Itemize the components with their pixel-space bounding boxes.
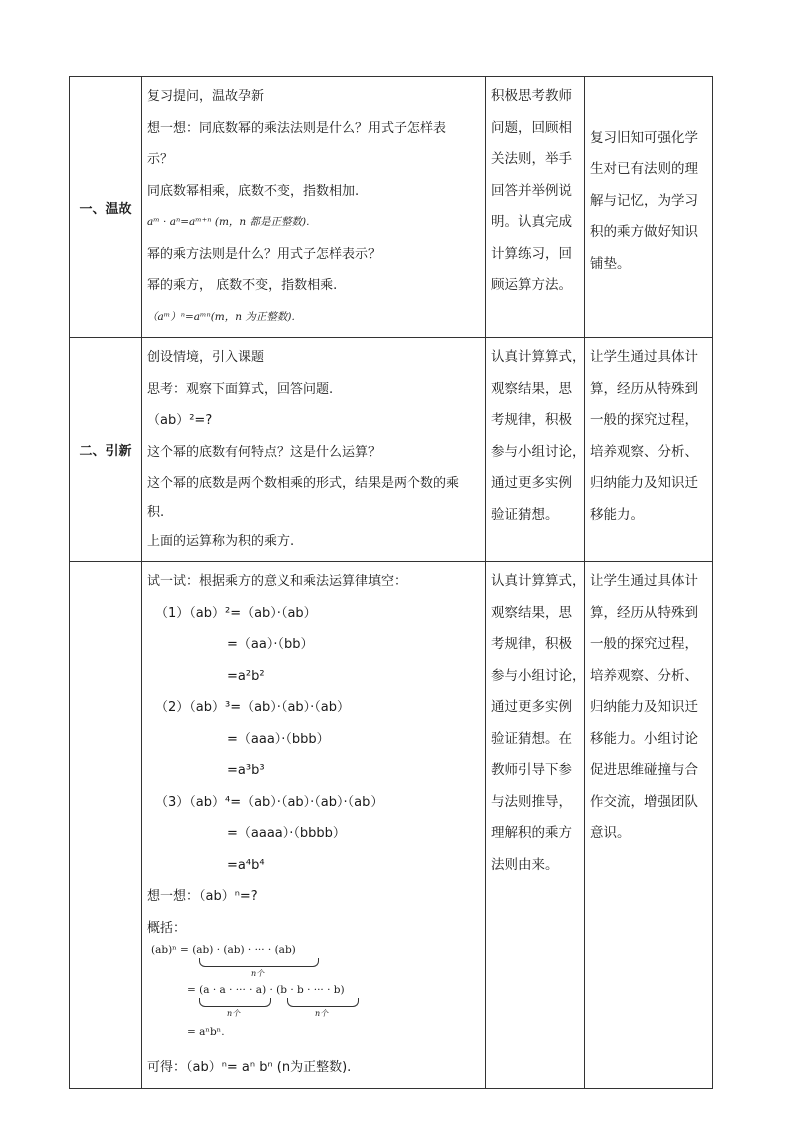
brace-note: n个 <box>315 1009 329 1018</box>
purpose-line: 一般的探究过程， <box>590 412 698 428</box>
formula-line: aᵐ · aⁿ=aᵐ⁺ⁿ (m，n 都是正整数). <box>147 216 310 228</box>
formula-line: （aᵐ）ⁿ=aᵐⁿ(m，n 为正整数). <box>147 310 295 323</box>
content-line: 幂的乘方， 底数不变，指数相乘. <box>147 278 338 293</box>
purpose-line: 让学生通过具体计 <box>590 349 698 365</box>
purpose-line: 解与记忆，为学习 <box>590 192 698 209</box>
content-cell <box>142 562 486 1089</box>
purpose-line: 作交流，增强团队 <box>590 793 698 810</box>
content-line: 积. <box>147 504 165 520</box>
derivation-line-2: = (a · a · ··· · a) · (b · b · ··· · b) <box>187 984 345 996</box>
student-line: 观察结果，思 <box>491 380 572 397</box>
student-line: 认真计算算式， <box>491 349 586 365</box>
content-line: （2）（ab）³=（ab）·（ab）·（ab） <box>155 700 351 715</box>
content-line: 上面的运算称为积的乘方. <box>147 533 295 549</box>
content-line: =a³b³ <box>227 763 265 778</box>
student-line: 积极思考教师 <box>491 88 572 104</box>
table-row <box>70 562 713 1089</box>
purpose-line: 生对已有法则的理 <box>590 161 698 177</box>
stage-label <box>70 562 142 1089</box>
purpose-line: 移能力。小组讨论 <box>590 730 698 747</box>
content-line: （ab）²=? <box>147 413 213 428</box>
student-line: 通过更多实例 <box>491 699 572 715</box>
purpose-line: 归纳能力及知识迁 <box>590 699 698 715</box>
purpose-line: 算，经历从特殊到 <box>590 604 698 621</box>
design-purpose-cell <box>585 562 713 1089</box>
underbrace <box>199 998 271 1007</box>
table-row <box>70 338 713 562</box>
content-line: =（aaa）·（bbb） <box>227 731 330 747</box>
student-line: 考规律，积极 <box>491 412 572 428</box>
purpose-line: 让学生通过具体计 <box>590 573 698 589</box>
stage-label: 一、温故 <box>70 77 142 338</box>
content-line: 幂的乘方法则是什么？用式子怎样表示？ <box>147 246 382 262</box>
underbrace <box>287 998 359 1007</box>
underbrace <box>199 958 319 967</box>
content-line: 概括： <box>147 920 187 936</box>
content-cell <box>142 338 486 562</box>
purpose-line: 铺垫。 <box>590 255 631 272</box>
student-line: 顾运算方法。 <box>491 277 572 293</box>
student-line: 法则由来。 <box>491 856 559 873</box>
student-line: 问题，回顾相 <box>491 119 572 136</box>
stage-label: 二、引新 <box>70 338 142 562</box>
purpose-line: 培养观察、分析、 <box>590 443 698 460</box>
student-line: 考规律，积极 <box>491 636 572 652</box>
student-line: 观察结果，思 <box>491 604 572 621</box>
content-line: （1）（ab）²=（ab）·（ab） <box>155 605 317 621</box>
student-activity-cell <box>486 562 585 1089</box>
content-line: 这个幂的底数有何特点？这是什么运算？ <box>147 444 382 460</box>
content-line: 想一想：同底数幂的乘法法则是什么？用式子怎样表 <box>147 120 447 136</box>
purpose-line: 培养观察、分析、 <box>590 667 698 684</box>
purpose-line: 意识。 <box>590 825 631 841</box>
purpose-line: 归纳能力及知识迁 <box>590 475 698 491</box>
student-activity-cell <box>486 338 585 562</box>
design-purpose-cell <box>585 338 713 562</box>
content-line: =（aa）·（bb） <box>227 637 314 652</box>
content-line: 思考：观察下面算式，回答问题. <box>147 381 334 397</box>
student-line: 教师引导下参 <box>491 762 572 778</box>
student-line: 验证猜想。在 <box>491 730 572 747</box>
student-line: 参与小组讨论， <box>491 443 586 460</box>
purpose-line: 一般的探究过程， <box>590 636 698 652</box>
student-line: 关法则，举手 <box>491 151 572 167</box>
student-line: 回答并举例说 <box>491 182 572 199</box>
student-activity-cell <box>486 77 585 338</box>
purpose-line: 算，经历从特殊到 <box>590 380 698 397</box>
content-line: 同底数幂相乘，底数不变，指数相加. <box>147 183 360 199</box>
content-line: 试一试：根据乘方的意义和乘法运算律填空： <box>147 574 408 589</box>
purpose-line: 复习旧知可强化学 <box>590 129 698 146</box>
student-line: 与法则推导， <box>491 793 572 810</box>
content-line: =a²b² <box>227 668 265 684</box>
lesson-plan-table <box>69 76 713 1089</box>
student-line: 认真计算算式， <box>491 573 586 589</box>
brace-note: n个 <box>251 969 265 978</box>
table-row <box>70 77 713 338</box>
content-line: 复习提问，温故孕新 <box>147 89 265 104</box>
derivation-line-1: (ab)ⁿ = (ab) · (ab) · ··· · (ab) <box>151 944 296 956</box>
content-line: 示？ <box>147 152 174 167</box>
content-line: （3）（ab）⁴=（ab）·（ab）·（ab）·（ab） <box>155 794 384 810</box>
content-line: 这个幂的底数是两个数相乘的形式，结果是两个数的乘 <box>147 476 460 491</box>
brace-note: n个 <box>227 1009 241 1018</box>
design-purpose-cell <box>585 77 713 338</box>
purpose-line: 促进思维碰撞与合 <box>590 762 698 778</box>
content-line: 创设情境，引入课题 <box>147 350 265 365</box>
content-cell <box>142 77 486 338</box>
content-line: 想一想：（ab）ⁿ=? <box>147 889 258 904</box>
derivation-block <box>147 944 481 1052</box>
content-line: =（aaaa）·（bbbb） <box>227 826 346 841</box>
purpose-line: 积的乘方做好知识 <box>590 224 698 240</box>
purpose-line: 移能力。 <box>590 506 644 523</box>
student-line: 明。认真完成 <box>491 214 572 230</box>
purpose-line <box>590 91 708 123</box>
content-line: =a⁴b⁴ <box>227 857 265 873</box>
derivation-line-3: = aⁿbⁿ. <box>187 1026 225 1038</box>
student-line: 参与小组讨论， <box>491 667 586 684</box>
student-line: 验证猜想。 <box>491 506 559 523</box>
student-line: 计算练习，回 <box>491 245 572 262</box>
student-line: 理解积的乘方 <box>491 825 572 841</box>
student-line: 通过更多实例 <box>491 475 572 491</box>
conclusion-line: 可得：（ab）ⁿ= aⁿ bⁿ (n为正整数). <box>147 1060 352 1075</box>
